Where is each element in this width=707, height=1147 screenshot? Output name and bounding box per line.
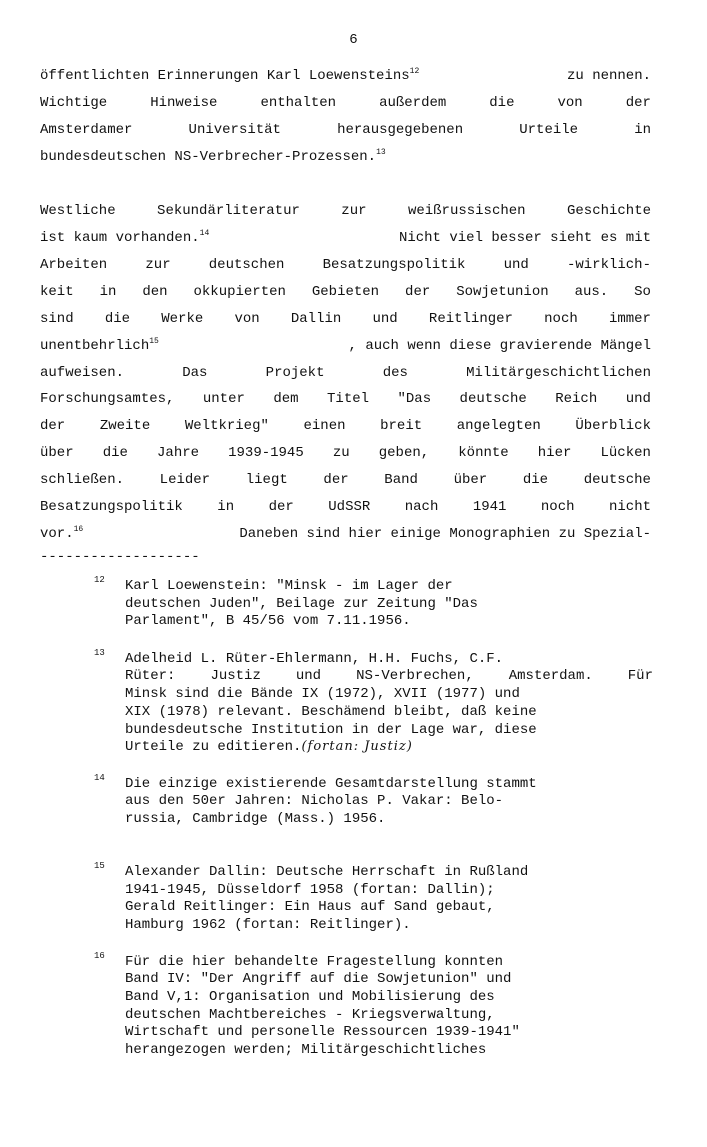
word: 1939-1945 [228, 445, 304, 461]
word: deutschen [208, 257, 285, 273]
page-number: 6 [349, 32, 358, 48]
body-line: unentbehrlich$^{15}$ , auch wenn diese gravierende Mängel [40, 337, 651, 354]
word: zur [341, 203, 367, 219]
word: und [295, 668, 322, 684]
footnote-line: 1941-1945, Düsseldorf 1958 (fortan: Dallin); [125, 882, 495, 898]
word: liegt [245, 472, 288, 488]
body-line [40, 417, 651, 435]
body-line [40, 121, 651, 139]
word: aufweisen. [40, 365, 125, 381]
footnote-line: Band IV: "Der Angriff auf die Sowjetunion" und [125, 971, 512, 987]
word: nicht [608, 499, 651, 515]
footnote-line: herangezogen werden; Militärgeschichtliches [125, 1042, 487, 1058]
word: Rüter: [125, 668, 176, 684]
body-line [40, 498, 651, 516]
word: über [40, 445, 74, 461]
word: der [625, 95, 651, 111]
word: die [522, 472, 549, 488]
footnote-line: bundesdeutsche Institution in der Lage war, diese [125, 722, 537, 738]
word: Lücken [600, 445, 651, 461]
body-line [40, 444, 651, 462]
footnote-ref: 12 [409, 67, 420, 76]
word: noch [540, 499, 575, 515]
word: der [268, 499, 294, 515]
word: die [104, 311, 131, 327]
footnote-line: Alexander Dallin: Deutsche Herrschaft in Rußland [125, 864, 529, 880]
word: Amsterdamer [40, 122, 133, 138]
word: Justiz [210, 668, 261, 684]
word: Urteile [519, 122, 579, 138]
word: Werke [161, 311, 204, 327]
word: in [99, 284, 117, 300]
word: Amsterdam. [508, 668, 593, 684]
word: des [382, 365, 408, 381]
word: geben, [378, 445, 430, 461]
word: und [625, 391, 651, 407]
footnote-line: Für die hier behandelte Fragestellung konnten [125, 954, 504, 970]
word: Gebieten [311, 284, 380, 300]
word: enthalten [260, 95, 337, 111]
body-line: vor.$^{16}$ Daneben sind hier einige Monographien zu Spezial- [40, 525, 651, 542]
body-line [40, 94, 651, 112]
word: in [634, 122, 651, 138]
word: Hinweise [150, 95, 218, 111]
word: einen [303, 418, 346, 434]
word: "Das [397, 391, 432, 407]
word: Sowjetunion [456, 284, 549, 300]
word: Reich [555, 391, 598, 407]
word: okkupierten [193, 284, 286, 300]
body-line [40, 390, 651, 408]
body-line: bundesdeutschen NS-Verbrecher-Prozessen.$^{13}$ [40, 148, 386, 165]
word: der [323, 472, 349, 488]
body-line [40, 202, 651, 220]
word: den [142, 284, 168, 300]
footnote-line: Die einzige existierende Gesamtdarstellung stammt [125, 776, 537, 792]
footnote-number: 15 [94, 861, 105, 871]
footnote-number: 16 [94, 951, 105, 961]
word: Leider [159, 472, 211, 488]
word: Projekt [265, 365, 325, 381]
footnote-line: Karl Loewenstein: "Minsk - im Lager der [125, 578, 453, 594]
word: Das [182, 365, 208, 381]
word: Weltkrieg" [184, 418, 269, 434]
word: nach [404, 499, 439, 515]
footnote-line: Adelheid L. Rüter-Ehlermann, H.H. Fuchs, C.F. [125, 651, 504, 667]
word: in [217, 499, 235, 515]
word: zur [145, 257, 171, 273]
word: Wichtige [40, 95, 108, 111]
word: sind [40, 311, 74, 327]
word: über [453, 472, 488, 488]
body-line [40, 283, 651, 301]
footnote-number: 12 [94, 575, 105, 585]
word: Jahre [157, 445, 200, 461]
footnote-line: russia, Cambridge (Mass.) 1956. [125, 811, 386, 827]
word: der [40, 418, 66, 434]
word: von [557, 95, 583, 111]
body-line [40, 256, 651, 274]
handwritten-annotation: (fortan: Justiz) [301, 739, 413, 754]
word: breit [380, 418, 423, 434]
word: Band [384, 472, 418, 488]
word: Militärgeschichtlichen [466, 365, 651, 381]
word: schließen. [40, 472, 125, 488]
word: die [102, 445, 128, 461]
footnote-number: 13 [94, 648, 105, 658]
word: Zweite [99, 418, 151, 434]
word: dem [273, 391, 299, 407]
word: aus. [574, 284, 609, 300]
word: Westliche [40, 203, 116, 219]
word: noch [544, 311, 578, 327]
footnote-ref: 13 [376, 148, 386, 157]
footnote-line: Hamburg 1962 (fortan: Reitlinger). [125, 917, 411, 933]
word: keit [40, 284, 74, 300]
footnote-line [125, 668, 653, 684]
body-line: ist kaum vorhanden.$^{14}$ Nicht viel besser sieht es mit [40, 229, 651, 246]
word: zu [332, 445, 350, 461]
footnote-ref: 16 [73, 525, 84, 534]
word: Universität [188, 122, 281, 138]
word: Titel [327, 391, 370, 407]
word: herausgegebenen [337, 122, 464, 138]
word: Besatzungspolitik [322, 257, 466, 273]
footnote-line: Urteile zu editieren.(fortan: Justiz) [125, 739, 413, 755]
footnote-line: Band V,1: Organisation und Mobilisierung des [125, 989, 495, 1005]
word: deutsche [583, 472, 651, 488]
word: könnte [458, 445, 509, 461]
word: Geschichte [566, 203, 651, 219]
word: deutsche [459, 391, 527, 407]
body-line [40, 364, 651, 382]
word: So [634, 284, 651, 300]
footnote-line: XIX (1978) relevant. Beschämend bleibt, daß keine [125, 704, 537, 720]
word: Forschungsamtes, [40, 391, 175, 407]
word: der [405, 284, 431, 300]
footnote-line: deutschen Machtbereiches - Kriegsverwaltung, [125, 1007, 495, 1023]
footnote-line: Minsk sind die Bände IX (1972), XVII (1977) und [125, 686, 520, 702]
word: und [372, 311, 398, 327]
word: von [234, 311, 260, 327]
footnote-line: deutschen Juden", Beilage zur Zeitung "Das [125, 596, 478, 612]
word: Dallin [290, 311, 342, 327]
body-line [40, 310, 651, 328]
word: angelegten [456, 418, 541, 434]
footnote-line: Gerald Reitlinger: Ein Haus auf Sand gebaut, [125, 899, 495, 915]
word: außerdem [379, 95, 447, 111]
body-line: öffentlichten Erinnerungen Karl Loewensteins$^{12}$ zu nennen. [40, 67, 651, 84]
word: UdSSR [328, 499, 371, 515]
word: die [489, 95, 515, 111]
footnote-line: Wirtschaft und personelle Ressourcen 1939-1941" [125, 1024, 520, 1040]
word: immer [608, 311, 651, 327]
footnote-ref: 15 [149, 337, 159, 346]
word: Besatzungspolitik [40, 499, 183, 515]
word: und [503, 257, 529, 273]
word: NS-Verbrechen, [356, 668, 474, 684]
footnote-number: 14 [94, 773, 105, 783]
word: unter [202, 391, 245, 407]
word: weißrussischen [407, 203, 526, 219]
body-line [40, 471, 651, 489]
word: 1941 [472, 499, 507, 515]
word: Sekundärliteratur [157, 203, 300, 219]
footnote-line: Parlament", B 45/56 vom 7.11.1956. [125, 613, 411, 629]
word: Arbeiten [40, 257, 108, 273]
footnote-separator: ------------------- [40, 549, 200, 565]
footnote-ref: 14 [199, 229, 210, 238]
word: hier [537, 445, 572, 461]
footnote-line: aus den 50er Jahren: Nicholas P. Vakar: Belo- [125, 793, 504, 809]
word: Reitlinger [428, 311, 513, 327]
word: Überblick [575, 418, 651, 434]
word: -wirklich- [566, 257, 651, 273]
word: Für [627, 668, 653, 684]
